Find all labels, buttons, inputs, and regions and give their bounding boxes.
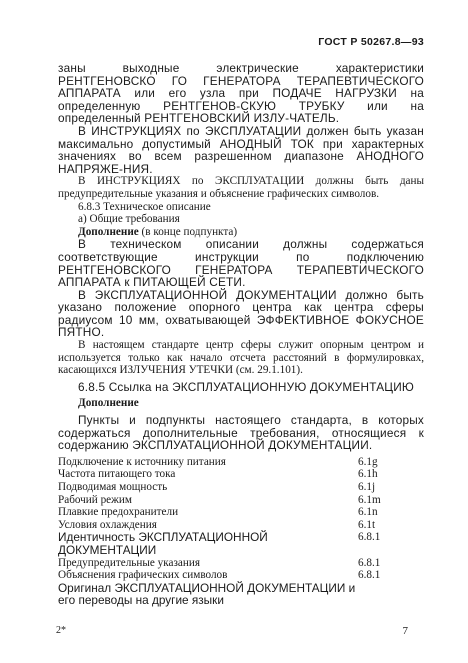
document-body bbox=[58, 62, 424, 607]
table-row: Идентичность ЭКСПЛУАТАЦИОННОЙ ДОКУМЕНТАЦИИ 6.8.1 bbox=[58, 530, 381, 557]
paragraph-3: В ИНСТРУКЦИЯХ по ЭКСПЛУАТАЦИИ должны быть даны предупредительные указания и объяснение графических символов. bbox=[58, 175, 424, 200]
addition-heading: Дополнение bbox=[78, 397, 139, 410]
table-row: Условия охлаждения 6.1t bbox=[58, 518, 376, 531]
paragraph-2: В ИНСТРУКЦИЯХ по ЭКСПЛУАТАЦИИ должен быть указан максимально допустимый АНОДНЫЙ ТОК при характерных значениях во всем разрешенном диапазоне АНОДНОГО НАПРЯЖЕ-НИЯ. bbox=[58, 123, 424, 176]
section-heading-685: 6.8.5 Ссылка на ЭКСПЛУАТАЦИОННУЮ ДОКУМЕНТАЦИЮ bbox=[78, 379, 414, 394]
table-row: Подводимая мощность 6.1j bbox=[58, 481, 376, 493]
paragraph-7: В техническом описании должны содержаться соответствующие инструкции по подключению РЕНТГЕНОВСКОГО ГЕНЕРАТОРА ТЕРАПЕВТИЧЕСКОГО АППАРАТА к ПИТАЮЩЕЙ СЕТИ. bbox=[58, 237, 424, 290]
table-row: Объяснения графических символов 6.8.1 bbox=[58, 569, 381, 582]
page-number: 7 bbox=[402, 625, 408, 637]
table-row: Оригинал ЭКСПЛУАТАЦИОННОЙ ДОКУМЕНТАЦИИ и его переводы на другие языки bbox=[58, 580, 356, 608]
paragraph-8: В ЭКСПЛУАТАЦИОННОЙ ДОКУМЕНТАЦИИ должно быть указано положение опорного центра как центра сферы радиусом 10 мм, охватывающей ЭФФЕКТИВНОЕ ФОКУСНОЕ ПЯТНО. bbox=[58, 287, 424, 340]
paragraph-12: Пункты и подпункты настоящего стандарта, в которых содержаться дополнительные требования, относящиеся к содержанию ЭКСПЛУАТАЦИОННОЙ ДОКУМЕНТАЦИИ. bbox=[58, 413, 424, 453]
table-row: Частота питающего тока 6.1h bbox=[58, 468, 378, 481]
table-row: Предупредительные указания 6.8.1 bbox=[58, 556, 381, 569]
signature-mark: 2* bbox=[56, 625, 66, 636]
paragraph-1: заны выходные электрические характеристики РЕНТГЕНОВСКО ГО ГЕНЕРАТОРА ТЕРАПЕВТИЧЕСКОГО АППАРАТА или его узла при ПОДАЧЕ НАГРУЗКИ на определенную РЕНТГЕНОВ-СКУЮ ТРУБКУ или на определенный РЕНТГЕНОВСКИЙ ИЗЛУ-ЧАТЕЛЬ. bbox=[58, 61, 424, 126]
standard-header: ГОСТ Р 50267.8—93 bbox=[318, 36, 424, 48]
paragraph-9: В настоящем стандарте центр сферы служит опорным центром и используется только как начало отсчета расстояний в формулировках, касающихся ИЗЛУЧЕНИЯ УТЕЧКИ (см. 29.1.101). bbox=[58, 339, 424, 377]
table-row: Плавкие предохранители 6.1n bbox=[58, 506, 378, 519]
subsection-a: а) Общие требования bbox=[78, 213, 180, 226]
addition-label: Дополнение bbox=[78, 225, 139, 238]
table-row: Рабочий режим 6.1m bbox=[58, 493, 381, 506]
section-heading-683: 6.8.3 Техническое описание bbox=[78, 200, 211, 213]
table-row: Подключение к источнику питания 6.1g bbox=[58, 455, 378, 468]
addition-suffix: (в конце подпункта) bbox=[138, 225, 238, 238]
reference-table bbox=[58, 456, 424, 607]
